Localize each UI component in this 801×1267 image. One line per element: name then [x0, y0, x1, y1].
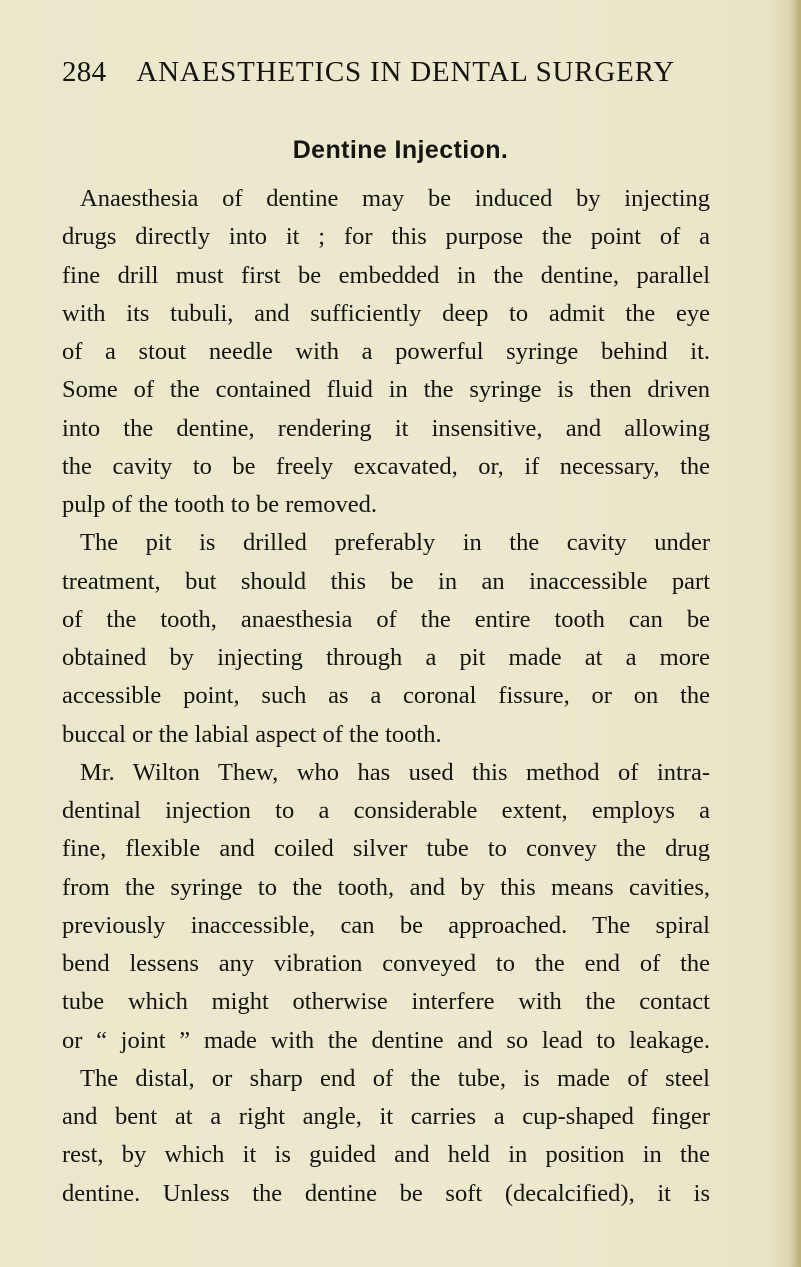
text-line: accessible point, such as a coronal fissure, or on the	[62, 682, 710, 710]
text-line: from the syringe to the tooth, and by this means cavities,	[62, 873, 710, 901]
text-line: of a stout needle with a powerful syringe behind it.	[62, 338, 710, 365]
running-title: ANAESTHETICS IN DENTAL SURGERY	[136, 56, 675, 88]
text-line: Mr. Wilton Thew, who has used this method of intra-	[80, 758, 710, 786]
body-text	[62, 180, 710, 1213]
text-line: tube which might otherwise interfere with the contact	[62, 988, 710, 1016]
text-line: obtained by injecting through a pit made at a more	[62, 644, 710, 671]
text-line: or “ joint ” made with the dentine and so lead to leakage.	[62, 1026, 710, 1054]
text-line: rest, by which it is guided and held in position in the	[62, 1141, 710, 1169]
text-line: fine drill must first be embedded in the dentine, parallel	[62, 261, 710, 289]
text-line: fine, flexible and coiled silver tube to convey the drug	[62, 835, 710, 863]
text-line: buccal or the labial aspect of the tooth.	[62, 720, 442, 748]
text-line: into the dentine, rendering it insensitive, and allowing	[62, 414, 710, 442]
text-line: treatment, but should this be in an inaccessible part	[62, 567, 710, 595]
page-edge-shadow	[789, 0, 801, 1267]
running-head	[62, 58, 722, 87]
text-line: Some of the contained fluid in the syringe is then driven	[62, 376, 710, 404]
section-heading: Dentine Injection.	[292, 136, 509, 164]
text-line: with its tubuli, and sufficiently deep to admit the eye	[62, 299, 710, 327]
page-number: 284	[62, 56, 107, 88]
text-line: dentinal injection to a considerable extent, employs a	[62, 797, 710, 824]
text-line: previously inaccessible, can be approached. The spiral	[62, 911, 710, 939]
text-line: drugs directly into it ; for this purpose the point of a	[62, 223, 710, 251]
text-line: The pit is drilled preferably in the cavity under	[80, 529, 710, 557]
text-line: the cavity to be freely excavated, or, if necessary, the	[62, 452, 710, 480]
text-line: Anaesthesia of dentine may be induced by injecting	[80, 185, 710, 212]
text-line: dentine. Unless the dentine be soft (decalcified), it is	[62, 1179, 710, 1207]
text-line: of the tooth, anaesthesia of the entire tooth can be	[62, 605, 710, 633]
text-line: bend lessens any vibration conveyed to the end of the	[62, 950, 710, 977]
text-line: pulp of the tooth to be removed.	[62, 491, 378, 518]
text-line: and bent at a right angle, it carries a cup-shaped finger	[62, 1103, 710, 1130]
text-line: The distal, or sharp end of the tube, is made of steel	[80, 1064, 710, 1092]
